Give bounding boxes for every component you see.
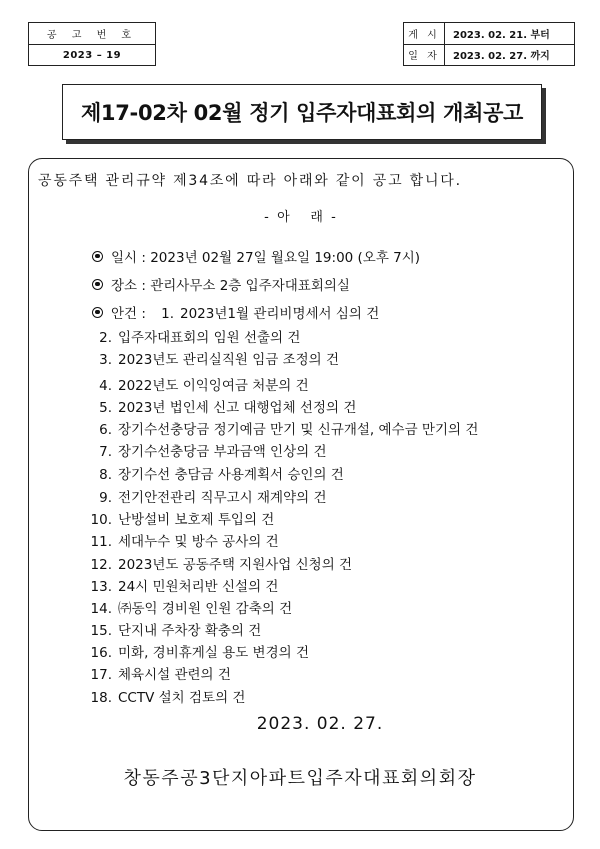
agenda-item-text: 24시 민원처리반 신설의 건 (118, 579, 279, 595)
agenda-item (84, 619, 261, 639)
agenda-item (84, 348, 339, 368)
signer-name: 창동주공3단지아파트입주자대표회의회장 (123, 768, 477, 789)
agenda-item-number: 2. (99, 330, 112, 346)
posting-label-2: 일 자 (404, 44, 444, 66)
agenda-item (84, 396, 356, 416)
posting-date-box (403, 22, 575, 66)
agenda-item-text: 2023년도 공동주택 지원사업 신청의 건 (118, 557, 353, 573)
agenda-item (84, 463, 344, 483)
detail-datetime-text: 일시 : 2023년 02월 27일 월요일 19:00 (오후 7시) (111, 250, 421, 266)
agenda-item-number: 7. (99, 444, 112, 460)
intro-text: 공동주택 관리규약 제34조에 따라 아래와 같이 공고 합니다. (38, 173, 462, 189)
agenda-item-number: 3. (99, 352, 112, 368)
notice-number-label: 공 고 번 호 (46, 30, 138, 41)
agenda-item-text: 장기수선충당금 부과금액 인상의 건 (118, 444, 327, 460)
agenda-item-text: ㈜동익 경비원 인원 감축의 건 (118, 601, 293, 617)
posting-end-date: 2023. 02. 27. 까지 (445, 44, 574, 66)
agenda-item-number: 10. (90, 512, 112, 528)
agenda-item-number: 13. (90, 579, 112, 595)
bullet-icon (92, 307, 103, 318)
agenda-item-number: 15. (90, 623, 112, 639)
agenda-item-text: 전기안전관리 직무고시 재계약의 건 (118, 490, 327, 506)
agenda-item-number: 12. (90, 557, 112, 573)
agenda-item (84, 326, 300, 346)
bullet-icon (92, 279, 103, 290)
detail-datetime (92, 246, 420, 266)
notice-number-value: 2023 – 19 (29, 44, 155, 66)
agenda-item-text: 입주자대표회의 임원 선출의 건 (118, 330, 301, 346)
agenda-item (84, 530, 279, 550)
agenda-item-text: 2022년도 이익잉여금 처분의 건 (118, 378, 309, 394)
agenda-item-number: 18. (90, 690, 112, 706)
agenda-item-text: 난방설비 보호제 투입의 건 (118, 512, 275, 528)
agenda-item-number: 17. (90, 667, 112, 683)
agenda-item-number: 14. (90, 601, 112, 617)
agenda-item (84, 641, 309, 661)
agenda-item-text: CCTV 설치 검토의 건 (118, 690, 246, 706)
agenda-item (84, 575, 278, 595)
agenda-item (84, 663, 231, 683)
agenda-item-text: 장기수선 충담금 사용계획서 승인의 건 (118, 467, 344, 483)
detail-place-text: 장소 : 관리사무소 2층 입주자대표회의실 (111, 278, 350, 294)
agenda-item (84, 553, 352, 573)
posting-label-1: 게 시 (408, 29, 440, 41)
notice-number-box (28, 22, 156, 66)
agenda-item-number: 8. (99, 467, 112, 483)
agenda-item-text: 단지내 주차장 확충의 건 (118, 623, 262, 639)
detail-agenda-label: 안건 : (111, 306, 146, 322)
bullet-icon (92, 251, 103, 262)
agenda-item-text: 2023년도 관리실직원 임금 조정의 건 (118, 352, 340, 368)
agenda-item (84, 440, 327, 460)
document-date: 2023. 02. 27. (256, 714, 384, 734)
posting-start-date: 2023. 02. 21. 부터 (453, 29, 550, 41)
agenda-item (84, 686, 245, 706)
agenda-item-text: 장기수선충당금 정기예금 만기 및 신규개설, 예수금 만기의 건 (118, 422, 479, 438)
agenda-item-number: 16. (90, 645, 112, 661)
agenda-item (84, 597, 292, 617)
agenda-item-number: 4. (99, 378, 112, 394)
agenda-item-text: 2023년 법인세 신고 대행업체 선정의 건 (118, 400, 357, 416)
agenda-item-number: 11. (90, 534, 112, 550)
below-label: - 아 래 - (264, 210, 336, 225)
agenda-item (84, 486, 327, 506)
agenda-item (84, 508, 274, 528)
agenda-item-number: 6. (99, 422, 112, 438)
detail-place (92, 274, 350, 294)
agenda-item (146, 302, 379, 322)
agenda-item-text: 세대누수 및 방수 공사의 건 (118, 534, 279, 550)
agenda-item (84, 418, 478, 438)
agenda-item (84, 374, 309, 394)
agenda-item-text: 2023년1월 관리비명세서 심의 건 (180, 306, 380, 322)
detail-agenda (92, 302, 146, 322)
agenda-item-number: 9. (99, 490, 112, 506)
agenda-item-text: 미화, 경비휴게실 용도 변경의 건 (118, 645, 309, 661)
agenda-item-number: 1. (161, 306, 174, 322)
page-title: 제17-02차 02월 정기 입주자대표회의 개최공고 (62, 84, 542, 140)
agenda-item-text: 체육시설 관련의 건 (118, 667, 231, 683)
agenda-item-number: 5. (99, 400, 112, 416)
